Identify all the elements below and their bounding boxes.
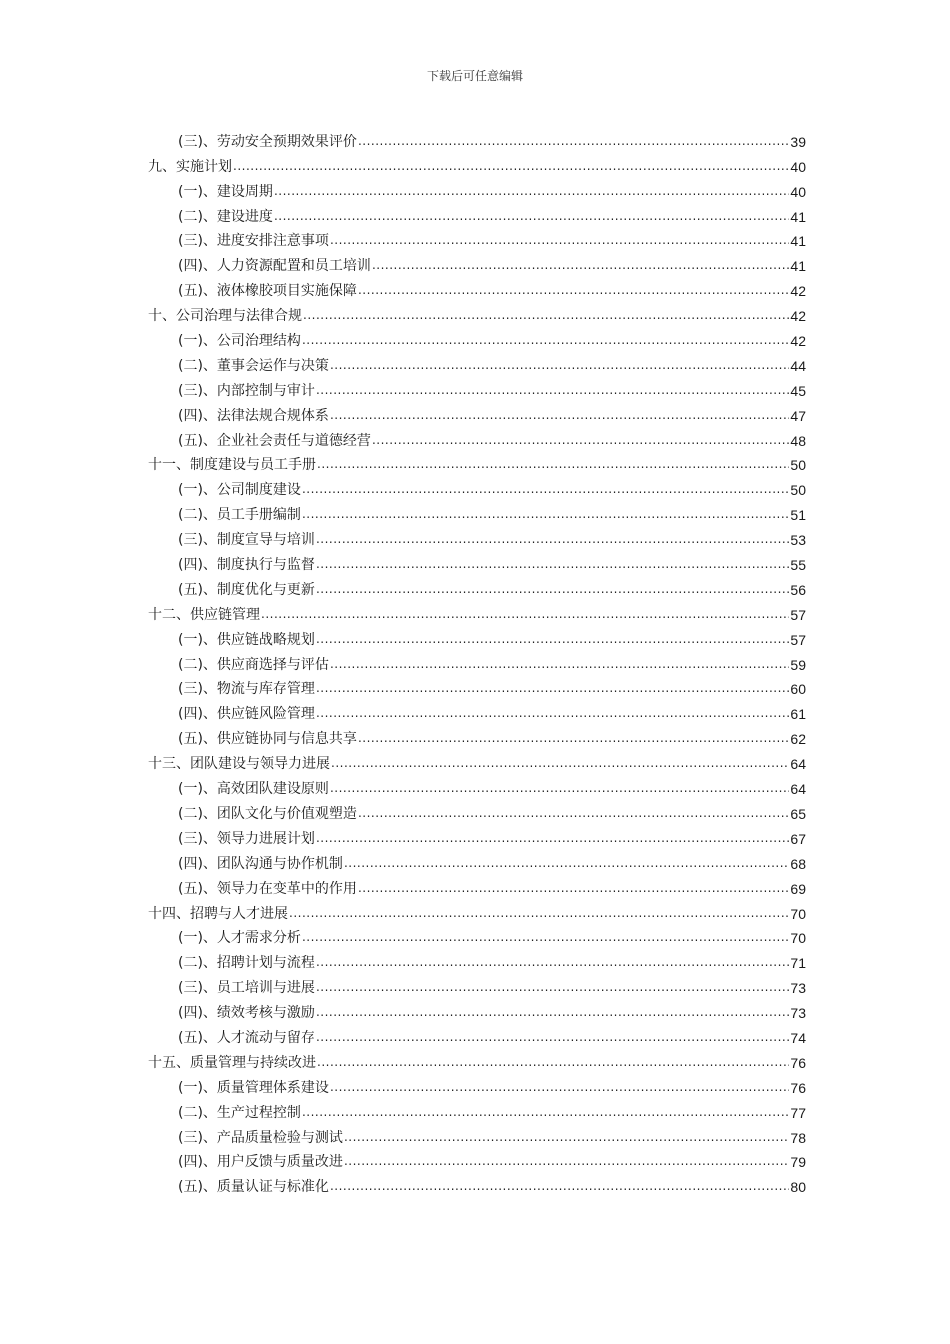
dot-leader	[302, 333, 789, 347]
toc-entry[interactable]	[148, 400, 806, 425]
dot-leader	[303, 308, 789, 322]
dot-leader	[316, 1030, 789, 1044]
toc-entry-label: 十、公司治理与法律合规	[148, 308, 302, 325]
toc-entry[interactable]	[148, 1072, 806, 1097]
toc-entry-page-number: 64	[790, 781, 806, 798]
toc-entry-label: (三)、劳动安全预期效果评价	[178, 133, 357, 150]
toc-entry-page-number: 48	[790, 432, 806, 449]
toc-entry[interactable]	[148, 425, 806, 450]
toc-entry-page-number: 55	[790, 557, 806, 574]
toc-entry[interactable]	[148, 798, 806, 823]
toc-entry[interactable]	[148, 275, 806, 300]
toc-entry-label: 十一、制度建设与员工手册	[148, 457, 316, 474]
dot-leader	[330, 781, 789, 795]
toc-entry[interactable]	[148, 1022, 806, 1047]
dot-leader	[372, 258, 789, 272]
toc-entry-page-number: 40	[790, 158, 806, 175]
dot-leader	[274, 209, 789, 223]
dot-leader	[358, 806, 789, 820]
dot-leader	[316, 955, 789, 969]
toc-entry[interactable]	[148, 1147, 806, 1172]
toc-entry-label: (三)、制度宣导与培训	[178, 532, 315, 549]
dot-leader	[316, 632, 789, 646]
toc-entry-label: (一)、高效团队建设原则	[178, 781, 329, 798]
dot-leader	[358, 134, 789, 148]
toc-entry-label: (一)、公司制度建设	[178, 482, 301, 499]
dot-leader	[330, 1080, 789, 1094]
dot-leader	[316, 383, 789, 397]
toc-entry-label: (二)、董事会运作与决策	[178, 357, 329, 374]
toc-entry-label: (五)、人才流动与留存	[178, 1029, 315, 1046]
dot-leader	[316, 532, 789, 546]
toc-entry-page-number: 61	[790, 706, 806, 723]
toc-entry-page-number: 50	[790, 482, 806, 499]
toc-entry-label: (三)、产品质量检验与测试	[178, 1129, 343, 1146]
toc-entry-page-number: 45	[790, 382, 806, 399]
toc-entry-page-number: 40	[790, 183, 806, 200]
dot-leader	[358, 283, 789, 297]
dot-leader	[358, 881, 789, 895]
dot-leader	[330, 233, 789, 247]
toc-entry-page-number: 76	[790, 1079, 806, 1096]
toc-entry-page-number: 65	[790, 805, 806, 822]
toc-entry-page-number: 56	[790, 581, 806, 598]
toc-entry-label: (四)、法律法规合规体系	[178, 407, 329, 424]
dot-leader	[317, 457, 789, 471]
table-of-contents	[148, 126, 806, 1196]
toc-entry-page-number: 47	[790, 407, 806, 424]
toc-entry-label: (二)、建设进度	[178, 208, 273, 225]
toc-entry[interactable]	[148, 126, 806, 151]
toc-entry[interactable]	[148, 972, 806, 997]
dot-leader	[302, 930, 789, 944]
toc-entry-label: (五)、供应链协同与信息共享	[178, 731, 357, 748]
toc-entry[interactable]	[148, 723, 806, 748]
toc-entry-page-number: 77	[790, 1104, 806, 1121]
page-header: 下载后可任意编辑	[426, 69, 523, 83]
toc-entry-page-number: 80	[790, 1179, 806, 1196]
dot-leader	[233, 159, 789, 173]
toc-entry-page-number: 76	[790, 1054, 806, 1071]
toc-entry-label: (五)、领导力在变革中的作用	[178, 880, 357, 897]
toc-entry[interactable]	[148, 599, 806, 624]
toc-entry-label: (四)、绩效考核与激励	[178, 1005, 315, 1022]
toc-entry-page-number: 41	[790, 208, 806, 225]
toc-entry[interactable]	[148, 1171, 806, 1196]
toc-entry[interactable]	[148, 474, 806, 499]
toc-entry-page-number: 57	[790, 606, 806, 623]
toc-entry-label: 十二、供应链管理	[148, 606, 260, 623]
toc-entry-label: (四)、供应链风险管理	[178, 706, 315, 723]
toc-entry-label: 九、实施计划	[148, 158, 232, 175]
toc-entry-page-number: 42	[790, 308, 806, 325]
dot-leader	[316, 1005, 789, 1019]
dot-leader	[331, 756, 789, 770]
toc-entry[interactable]	[148, 325, 806, 350]
toc-entry-page-number: 79	[790, 1154, 806, 1171]
toc-entry-label: (五)、制度优化与更新	[178, 581, 315, 598]
toc-entry-label: (三)、领导力进展计划	[178, 830, 315, 847]
toc-entry[interactable]	[148, 450, 806, 475]
toc-entry-page-number: 50	[790, 457, 806, 474]
toc-entry-label: (一)、质量管理体系建设	[178, 1079, 329, 1096]
toc-entry-label: (三)、员工培训与进展	[178, 980, 315, 997]
dot-leader	[316, 980, 789, 994]
toc-entry[interactable]	[148, 674, 806, 699]
dot-leader	[358, 731, 789, 745]
toc-entry[interactable]	[148, 350, 806, 375]
toc-entry[interactable]	[148, 823, 806, 848]
dot-leader	[316, 582, 789, 596]
toc-entry-page-number: 67	[790, 830, 806, 847]
toc-entry[interactable]	[148, 524, 806, 549]
toc-entry-page-number: 78	[790, 1129, 806, 1146]
toc-entry[interactable]	[148, 698, 806, 723]
dot-leader	[302, 507, 789, 521]
toc-entry-label: (二)、生产过程控制	[178, 1104, 301, 1121]
toc-entry[interactable]	[148, 1122, 806, 1147]
toc-entry-label: (五)、液体橡胶项目实施保障	[178, 283, 357, 300]
dot-leader	[302, 1105, 789, 1119]
toc-entry[interactable]	[148, 574, 806, 599]
toc-entry-page-number: 53	[790, 532, 806, 549]
dot-leader	[316, 831, 789, 845]
toc-entry-page-number: 41	[790, 258, 806, 275]
dot-leader	[316, 706, 789, 720]
toc-entry-page-number: 69	[790, 880, 806, 897]
toc-entry-label: (二)、供应商选择与评估	[178, 656, 329, 673]
dot-leader	[317, 1055, 789, 1069]
toc-entry-label: (四)、团队沟通与协作机制	[178, 855, 343, 872]
toc-entry[interactable]	[148, 549, 806, 574]
dot-leader	[372, 433, 789, 447]
toc-entry-label: 十四、招聘与人才进展	[148, 905, 288, 922]
toc-entry[interactable]	[148, 300, 806, 325]
toc-entry[interactable]	[148, 375, 806, 400]
toc-entry[interactable]	[148, 151, 806, 176]
toc-entry-page-number: 42	[790, 283, 806, 300]
toc-entry[interactable]	[148, 1047, 806, 1072]
dot-leader	[330, 1179, 789, 1193]
toc-entry[interactable]	[148, 748, 806, 773]
toc-entry-label: (四)、用户反馈与质量改进	[178, 1154, 343, 1171]
toc-entry-page-number: 62	[790, 731, 806, 748]
toc-entry-label: 十五、质量管理与持续改进	[148, 1054, 316, 1071]
toc-entry-page-number: 64	[790, 756, 806, 773]
toc-entry[interactable]	[148, 624, 806, 649]
toc-entry-label: (二)、团队文化与价值观塑造	[178, 805, 357, 822]
toc-entry[interactable]	[148, 201, 806, 226]
toc-entry-page-number: 51	[790, 507, 806, 524]
toc-entry-page-number: 70	[790, 930, 806, 947]
dot-leader	[302, 482, 789, 496]
toc-entry[interactable]	[148, 1097, 806, 1122]
toc-entry[interactable]	[148, 499, 806, 524]
toc-entry-page-number: 68	[790, 855, 806, 872]
dot-leader	[344, 1154, 789, 1168]
toc-entry-label: (四)、人力资源配置和员工培训	[178, 258, 371, 275]
toc-entry-page-number: 41	[790, 233, 806, 250]
toc-entry-label: (一)、建设周期	[178, 183, 273, 200]
toc-entry-page-number: 57	[790, 631, 806, 648]
toc-entry[interactable]	[148, 226, 806, 251]
dot-leader	[289, 906, 789, 920]
toc-entry[interactable]	[148, 947, 806, 972]
toc-entry-label: (二)、招聘计划与流程	[178, 955, 315, 972]
toc-entry-page-number: 74	[790, 1029, 806, 1046]
dot-leader	[274, 184, 789, 198]
dot-leader	[344, 1130, 789, 1144]
toc-entry-label: (四)、制度执行与监督	[178, 557, 315, 574]
toc-entry-label: (一)、供应链战略规划	[178, 631, 315, 648]
toc-entry-page-number: 71	[790, 955, 806, 972]
toc-entry-label: (三)、进度安排注意事项	[178, 233, 329, 250]
toc-entry[interactable]	[148, 176, 806, 201]
toc-entry-label: (三)、内部控制与审计	[178, 382, 315, 399]
toc-entry-label: (三)、物流与库存管理	[178, 681, 315, 698]
toc-entry[interactable]	[148, 873, 806, 898]
dot-leader	[316, 557, 789, 571]
toc-entry[interactable]	[148, 923, 806, 948]
toc-entry-label: (一)、人才需求分析	[178, 930, 301, 947]
toc-entry-label: (二)、员工手册编制	[178, 507, 301, 524]
dot-leader	[330, 657, 789, 671]
dot-leader	[330, 358, 789, 372]
toc-entry[interactable]	[148, 898, 806, 923]
toc-entry-page-number: 59	[790, 656, 806, 673]
dot-leader	[316, 681, 789, 695]
dot-leader	[261, 607, 789, 621]
toc-entry-page-number: 42	[790, 333, 806, 350]
toc-entry-page-number: 44	[790, 357, 806, 374]
toc-entry-label: 十三、团队建设与领导力进展	[148, 756, 330, 773]
toc-entry[interactable]	[148, 848, 806, 873]
toc-entry-page-number: 73	[790, 980, 806, 997]
toc-entry-label: (五)、企业社会责任与道德经营	[178, 432, 371, 449]
dot-leader	[330, 408, 789, 422]
toc-entry-page-number: 73	[790, 1005, 806, 1022]
dot-leader	[344, 856, 789, 870]
toc-entry-page-number: 39	[790, 133, 806, 150]
toc-entry[interactable]	[148, 773, 806, 798]
toc-entry[interactable]	[148, 649, 806, 674]
toc-entry-page-number: 60	[790, 681, 806, 698]
toc-entry[interactable]	[148, 250, 806, 275]
toc-entry[interactable]	[148, 997, 806, 1022]
toc-entry-page-number: 70	[790, 905, 806, 922]
toc-entry-label: (五)、质量认证与标准化	[178, 1179, 329, 1196]
toc-entry-label: (一)、公司治理结构	[178, 333, 301, 350]
